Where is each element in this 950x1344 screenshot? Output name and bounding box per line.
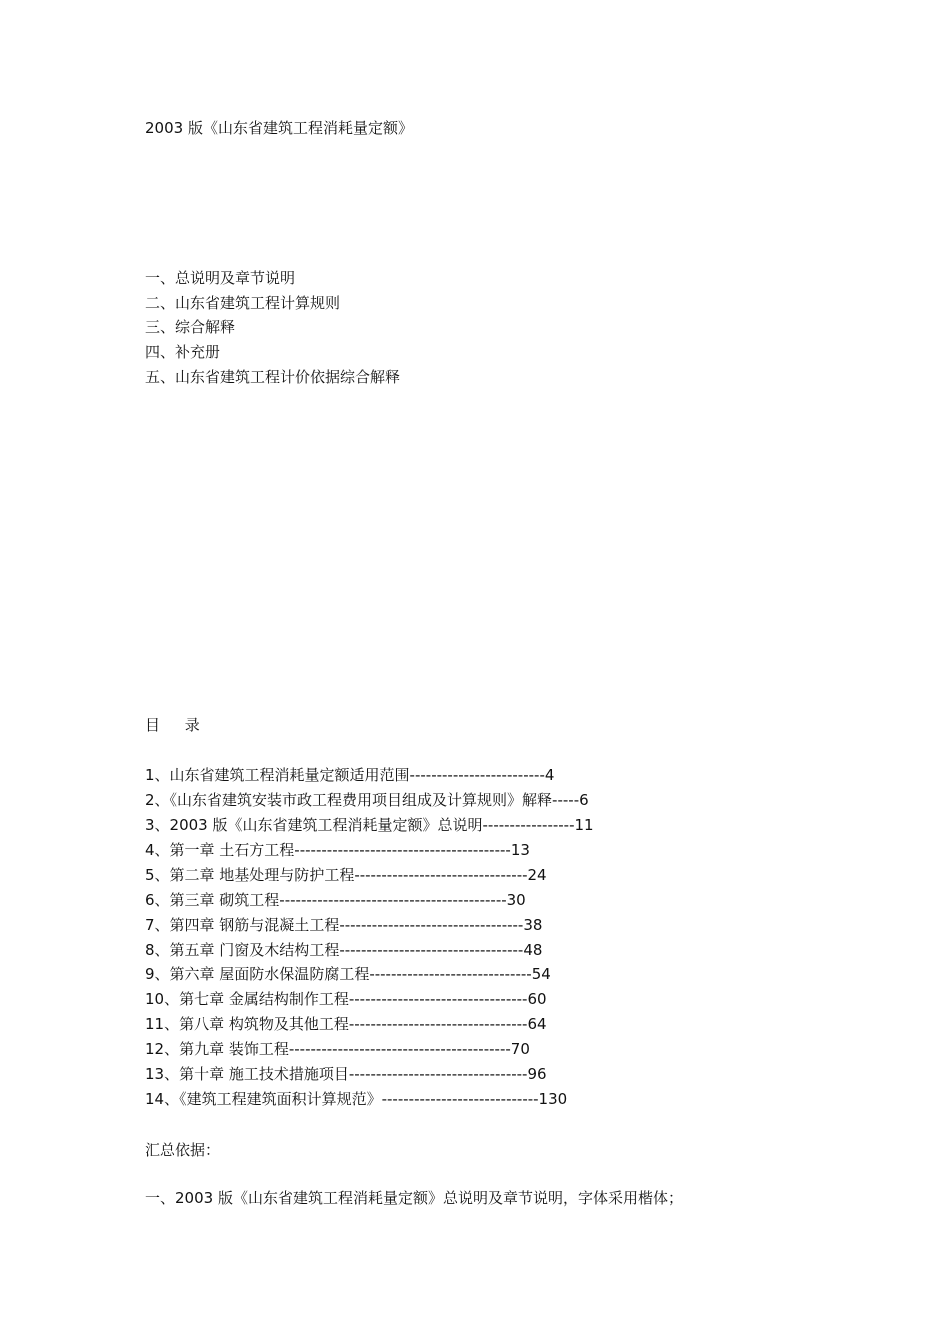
section-item: 四、补充册 xyxy=(145,343,221,361)
section-item: 五、山东省建筑工程计价依据综合解释 xyxy=(145,368,401,386)
toc-entry: 14、《建筑工程建筑面积计算规范》-----------------------------130 xyxy=(145,1090,568,1108)
toc-entry: 6、第三章 砌筑工程------------------------------------------30 xyxy=(145,891,526,909)
toc-entry: 4、第一章 土石方工程----------------------------------------13 xyxy=(145,841,530,859)
toc-entry: 8、第五章 门窗及木结构工程----------------------------------48 xyxy=(145,941,543,959)
toc-entry: 13、第十章 施工技术措施项目---------------------------------96 xyxy=(145,1065,547,1083)
section-item: 二、山东省建筑工程计算规则 xyxy=(145,294,341,312)
toc-entry: 3、2003 版《山东省建筑工程消耗量定额》总说明-----------------11 xyxy=(145,816,594,834)
toc-entry: 2、《山东省建筑安装市政工程费用项目组成及计算规则》解释-----6 xyxy=(145,791,589,809)
section-item: 一、总说明及章节说明 xyxy=(145,269,296,287)
toc-entry: 9、第六章 屋面防水保温防腐工程------------------------------54 xyxy=(145,965,551,983)
document-title: 2003 版《山东省建筑工程消耗量定额》 xyxy=(145,119,413,137)
toc-entry: 11、第八章 构筑物及其他工程---------------------------------64 xyxy=(145,1015,547,1033)
toc-entry: 10、第七章 金属结构制作工程---------------------------------60 xyxy=(145,990,547,1008)
toc-entry: 12、第九章 装饰工程-----------------------------------------70 xyxy=(145,1040,530,1058)
toc-heading: 目 录 xyxy=(145,716,210,734)
toc-entry: 7、第四章 钢筋与混凝土工程----------------------------------38 xyxy=(145,916,543,934)
summary-heading: 汇总依据： xyxy=(145,1141,221,1159)
summary-item: 一、2003 版《山东省建筑工程消耗量定额》总说明及章节说明，字体采用楷体； xyxy=(145,1189,683,1207)
toc-entry: 1、山东省建筑工程消耗量定额适用范围-------------------------4 xyxy=(145,766,555,784)
toc-entry: 5、第二章 地基处理与防护工程--------------------------------24 xyxy=(145,866,547,884)
section-item: 三、综合解释 xyxy=(145,318,236,336)
